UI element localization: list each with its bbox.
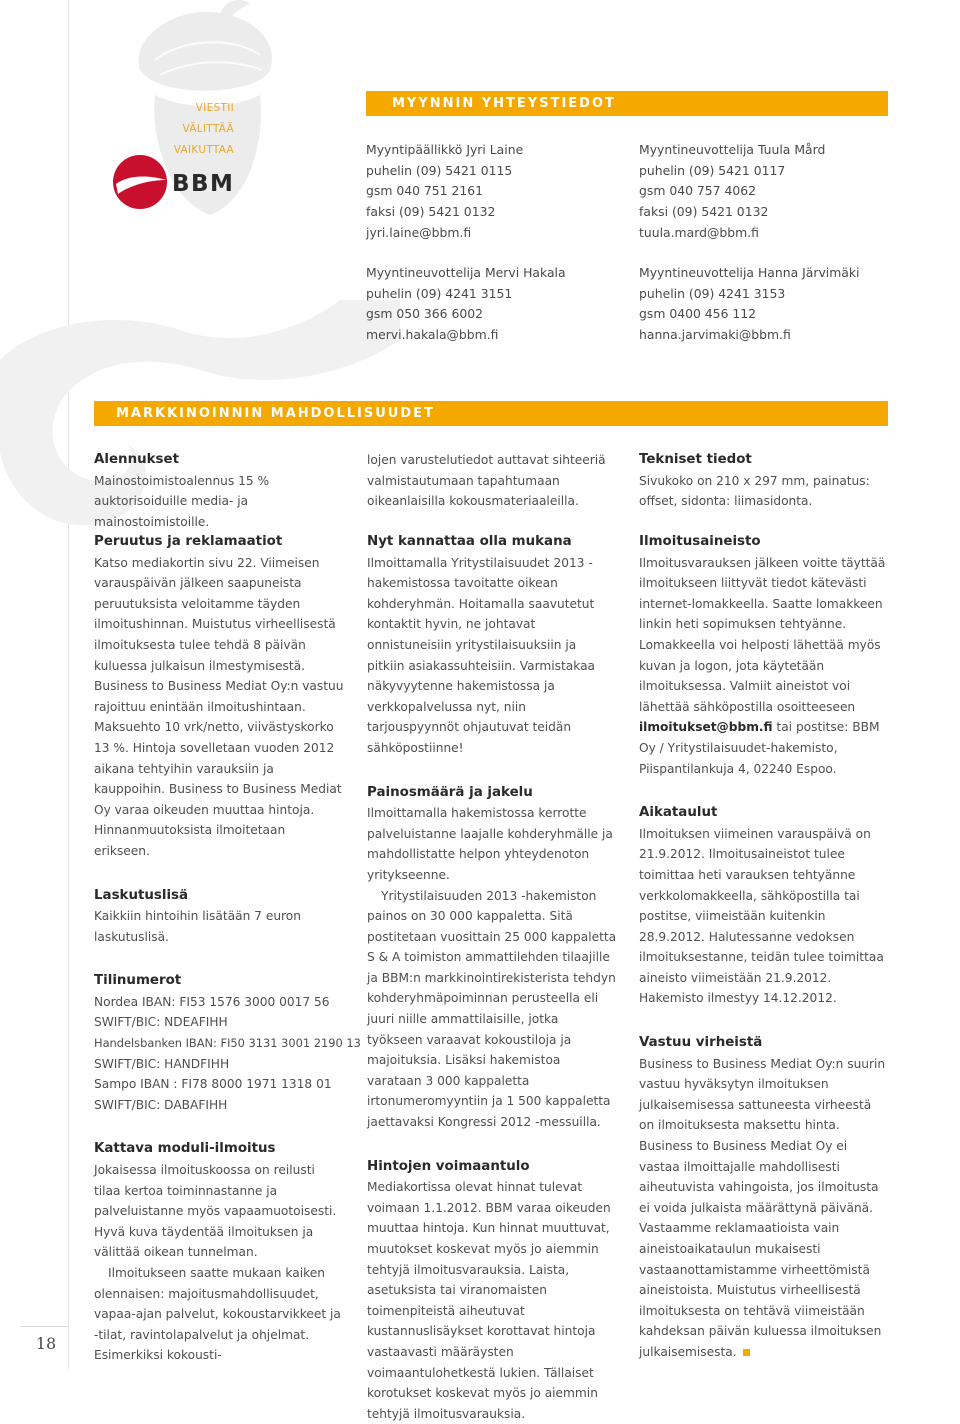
account-line: Handelsbanken IBAN: FI50 3131 3001 2190 13: [94, 1036, 361, 1051]
contact-line: Myyntineuvottelija Mervi Hakala: [366, 265, 566, 280]
tagline-line: VAIKUTTAA: [173, 144, 234, 156]
section-title: Peruutus ja reklamaatiot: [94, 534, 283, 549]
marketing-heading: MARKKINOINNIN MAHDOLLISUUDET: [94, 401, 888, 426]
contact-email[interactable]: tuula.mard@bbm.fi: [639, 224, 759, 240]
section-tekniset: [639, 450, 889, 512]
aineisto-text: tai postitse: BBM Oy / Yritystilaisuudet-hakemisto, Piispantilankuja 4, 02240 Espoo.: [639, 720, 880, 776]
section-title: Laskutuslisä: [94, 887, 189, 903]
section-text: Ilmoituksen viimeinen varauspäivä on 21.9.2012. Ilmoitusaineistot tulee toimittaa heti varauksen tehtyänne verkkolomakkeella, sähköpostilla tai postitse, viimeistään kuitenkin 28.9.2012. Halutessanne vedoksen ilmoituksestanne, teidän tulee toimittaa aineisto viimeistään 21.9.2012. Hakemisto ilmestyy 14.12.2012.: [639, 826, 884, 1006]
contact-line: Myyntineuvottelija Hanna Järvimäki: [639, 265, 860, 280]
contacts-heading: MYYNNIN YHTEYSTIEDOT: [366, 91, 888, 116]
account-line: Sampo IBAN : FI78 8000 1971 1318 01: [94, 1077, 332, 1092]
page-number: 18: [35, 1334, 57, 1353]
brand-tagline: [150, 98, 234, 161]
contact-email[interactable]: jyri.laine@bbm.fi: [366, 224, 472, 240]
contact-line: Myyntipäällikkö Jyri Laine: [366, 142, 524, 157]
contact-line: gsm 040 757 4062: [639, 183, 757, 199]
section-text: Katso mediakortin sivu 22. Viimeisen varauspäivän jälkeen saapuneista peruutuksista veloitamme täyden ilmoitushinnan. Muistutus virheellisestä ilmoituksesta tulee tehdä 8 päivän kuluessa julkaisun ilmestymisestä. Business to Business Mediat Oy:n vastuu rajoittuu enintään ilmoitushintaan. Maksuehto 10 vrk/netto, viivästyskorko 13 %. Hintoja sovelletaan vuoden 2012 aikana tehtyihin varauksiin ja kauppoihin. Business to Business Mediat Oy varaa oikeuden muuttaa hintoja. Hinnanmuutoksista ilmoitetaan erikseen.: [94, 555, 344, 858]
contact-line: faksi (09) 5421 0132: [639, 204, 769, 220]
logo-wordmark: BBM: [172, 171, 235, 197]
section-text: Ilmoitukseen saatte mukaan kaiken olennaisen: majoitusmahdollisuudet, vapaa-ajan palvelut, kokoustarvikkeet ja -tilat, ravintolapalvelut ja ohjelmat. Esimerkiksi kokousti-: [94, 1266, 341, 1363]
section-title: Painosmäärä ja jakelu: [367, 784, 533, 800]
section-title: Nyt kannattaa olla mukana: [367, 534, 572, 549]
section-text: Mainostoimistoalennus 15 % auktorisoiduille media- ja mainostoimistoille.: [94, 473, 270, 529]
section-title: Alennukset: [94, 452, 179, 467]
section-title: Aikataulut: [639, 805, 718, 821]
account-line: SWIFT/BIC: NDEAFIHH: [94, 1015, 228, 1030]
end-mark-icon: [743, 1349, 750, 1356]
section-title: Hintojen voimaantulo: [367, 1158, 530, 1174]
contact-line: gsm 0400 456 112: [639, 306, 757, 322]
section-text: Kaikkiin hintoihin lisätään 7 euron laskutuslisä.: [94, 909, 301, 944]
section-text: Jokaisessa ilmoituskoossa on reilusti tilaa kertoa toiminnastanne ja palveluistanne myös vapaamuotoisesti. Hyvä kuva täydentää ilmoituksen ja välittää oikean tunnelman.: [94, 1163, 337, 1260]
section-alennukset: [94, 450, 344, 532]
section-continuation: [367, 450, 617, 512]
contact-line: puhelin (09) 5421 0115: [366, 162, 513, 178]
right-column: [639, 532, 889, 1363]
section-text: Sivukoko on 210 x 297 mm, painatus: offset, sidonta: liimasidonta.: [639, 473, 870, 509]
contact-line: puhelin (09) 4241 3153: [639, 285, 786, 301]
left-column: [94, 532, 361, 1366]
section-text: Mediakortissa olevat hinnat tulevat voimaan 1.1.2012. BBM varaa oikeuden muuttaa hintoja. Kun hinnat muuttuvat, muutokset koskevat myös jo aiemmin tehtyjä ilmoitusvarauksia. Laista, asetuksista tai viranomaisten toimenpiteistä aiheutuvat kustannuslisäykset korottavat hintoja vastaavasti määräysten voimaantulohetkestä lukien. Tällaiset korotukset koskevat myös jo aiemmin tehtyjä ilmoitusvarauksia.: [367, 1180, 611, 1421]
contact-email[interactable]: mervi.hakala@bbm.fi: [366, 327, 499, 343]
bbm-logo-icon: [112, 154, 168, 210]
section-title: Tekniset tiedot: [639, 452, 752, 467]
vastuu-text: Business to Business Mediat Oy:n suurin vastuu hyväksytyn ilmoituksen julkaisemisessa sattuneesta virheestä on ilmoituksesta maksettu hinta. Business to Business Mediat Oy ei vastaa ilmoittajalle mahdollisesti aiheutuvista vahingoista, jos ilmoitusta ei voida julkaista määrättynä päivänä. Vastaamme reklamaatioista vain aineistoaikataulun mukaisesti vastaanottamistamme virheettömistä aineistoista. Muistutus virheellisestä ilmoituksesta on tehtävä viimeistään kahdeksan päivän kuluessa ilmoituksen julkaisemisesta.: [639, 1056, 886, 1359]
account-line: Nordea IBAN: FI53 1576 3000 0017 56: [94, 994, 330, 1009]
contact-line: gsm 040 751 2161: [366, 183, 484, 199]
section-text: Ilmoittamalla hakemistossa kerrotte palveluistanne laajalle kohderyhmälle ja mahdollistatte helpon yhteydenoton yritykseenne.: [367, 806, 613, 882]
aineisto-email-link[interactable]: ilmoitukset@bbm.fi: [639, 720, 773, 735]
section-title: Tilinumerot: [94, 973, 182, 989]
section-title: Ilmoitusaineisto: [639, 534, 761, 549]
contact-card: [639, 140, 899, 244]
aineisto-text: Ilmoitusvarauksen jälkeen voitte täyttää ilmoitukseen liittyvät tiedot kätevästi internet-lomakkeella. Saatte lomakkeen linkin heti sopimuksen tehtyänne. Lomakkeella voi helposti lähettää myös kuvan ja logon, jota käytetään ilmoituksessa. Valmiit aineistot voi lähettää sähköpostilla osoitteeseen: [639, 555, 886, 714]
contact-line: faksi (09) 5421 0132: [366, 204, 496, 220]
section-text: lojen varustelutiedot auttavat sihteeriä valmistautumaan tapahtumaan oikeanlaisilla kokousmateriaaleilla.: [367, 453, 606, 509]
tagline-line: VÄLITTÄÄ: [182, 123, 234, 135]
contact-line: puhelin (09) 4241 3151: [366, 285, 513, 301]
section-title: Vastuu virheistä: [639, 1035, 763, 1051]
middle-column: [367, 532, 617, 1424]
section-text: Yritystilaisuuden 2013 -hakemiston painos on 30 000 kappaletta. Sitä postitetaan vuosittain 25 000 kappaletta S & A toimiston ammattilehden tilaajille ja BBM:n markkinointirekisterista tehdyn kohderyhmäpoiminnan perusteella eli juuri niille ammattilaisille, jotka työkseen varaavat kokoustiloja ja majoituksia. Lisäksi hakemistoa varataan 3 000 kappaletta irtonumeromyyntiin ja 1 500 kappaletta jaettavaksi Kongressi 2012 -messuilla.: [367, 888, 617, 1130]
section-text: [639, 1054, 889, 1363]
section-title: Kattava moduli-ilmoitus: [94, 1141, 276, 1157]
section-text: Ilmoittamalla Yritystilaisuudet 2013 -hakemistossa tavoitatte oikean kohderyhmän. Hoitamalla saavutetut kontaktit hyvin, ne johtavat onnistuneisiin yritystilaisuuksiin ja pitkiin asiakassuhteisiin. Varmistakaa näkyvyytenne hakemistossa ja verkkopalvelussa nyt, niin tarjouspyynnöt ohjautuvat teidän sähköpostiinne!: [367, 555, 596, 755]
contact-line: Myyntineuvottelija Tuula Mård: [639, 142, 826, 157]
contact-card: [639, 263, 899, 346]
contact-line: puhelin (09) 5421 0117: [639, 162, 786, 178]
contact-card: [366, 140, 626, 244]
page-number-rule: [20, 1326, 68, 1327]
account-line: SWIFT/BIC: HANDFIHH: [94, 1056, 230, 1071]
section-text: [639, 553, 889, 780]
contact-line: gsm 050 366 6002: [366, 306, 484, 322]
tagline-line: VIESTII: [195, 102, 234, 114]
contact-email[interactable]: hanna.jarvimaki@bbm.fi: [639, 327, 791, 343]
contact-card: [366, 263, 626, 346]
account-line: SWIFT/BIC: DABAFIHH: [94, 1097, 228, 1112]
